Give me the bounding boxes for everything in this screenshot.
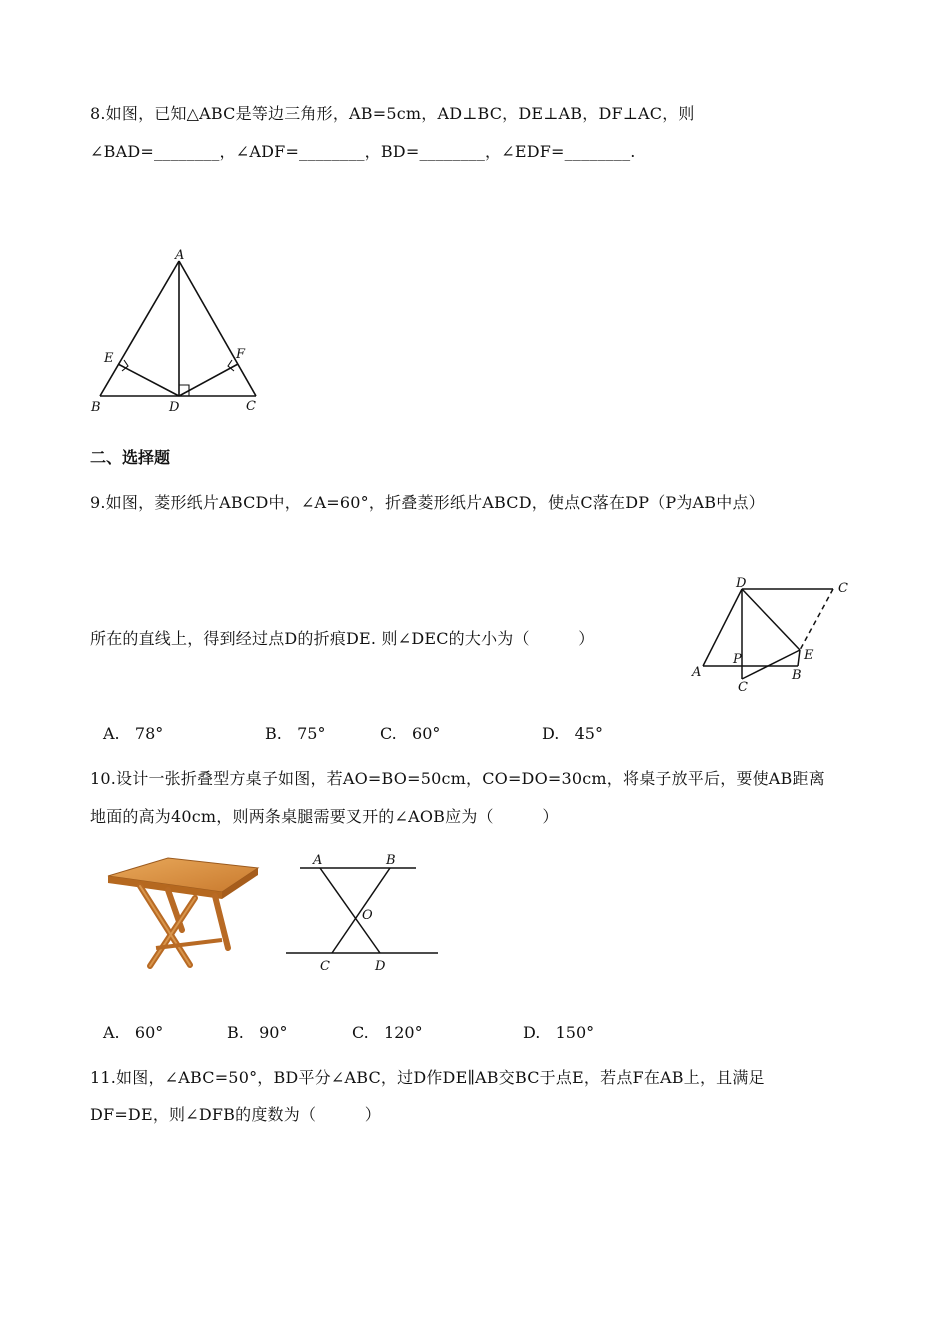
q8-line-1: 8.如图，已知△ABC是等边三角形，AB=5cm，AD⊥BC，DE⊥AB，DF⊥AC，则 (90, 104, 695, 123)
label-C: C (320, 959, 330, 974)
q10-line-2: 地面的高为40cm，则两条桌腿需要叉开的∠AOB应为（ ） (90, 807, 559, 826)
q10-legs-diagram (280, 850, 445, 975)
label-D: D (169, 400, 180, 415)
q9-option-c[interactable]: C. 60° (380, 724, 441, 743)
q9-option-b[interactable]: B. 75° (265, 724, 326, 743)
label-B: B (386, 853, 396, 868)
q10-option-c[interactable]: C. 120° (352, 1023, 423, 1042)
label-A: A (175, 248, 185, 263)
label-P: P (733, 652, 742, 667)
q9-line-2: 所在的直线上，得到经过点D的折痕DE. 则∠DEC的大小为（ ） (90, 629, 595, 648)
q9-rhombus-figure (685, 575, 860, 695)
section-title: 二、选择题 (90, 448, 171, 467)
label-A: A (313, 853, 323, 868)
label-B: B (792, 668, 802, 683)
label-F: F (236, 347, 246, 362)
q10-line-1: 10.设计一张折叠型方桌子如图，若AO=BO=50cm，CO=DO=30cm，将桌子放平后，要使AB距离 (90, 769, 825, 788)
folding-table-image (100, 850, 265, 980)
label-C: C (246, 399, 256, 414)
q11-line-1: 11.如图，∠ABC=50°，BD平分∠ABC，过D作DE∥AB交BC于点E，若点F在AB上，且满足 (90, 1068, 765, 1087)
q10-option-b[interactable]: B. 90° (227, 1023, 288, 1042)
q8-triangle-figure (85, 245, 270, 420)
label-E: E (104, 351, 114, 366)
label-B: B (91, 400, 101, 415)
q11-line-2: DF=DE，则∠DFB的度数为（ ） (90, 1105, 381, 1124)
label-C-top: C (838, 581, 848, 596)
q9-line-1: 9.如图，菱形纸片ABCD中，∠A=60°，折叠菱形纸片ABCD，使点C落在DP（P为AB中点） (90, 493, 765, 512)
label-C-bottom: C (738, 680, 748, 695)
q10-option-a[interactable]: A. 60° (103, 1023, 164, 1042)
label-D: D (375, 959, 386, 974)
label-A: A (692, 665, 702, 680)
label-O: O (362, 908, 373, 923)
q8-line-2: ∠BAD=________，∠ADF=________，BD=________，∠EDF=________. (90, 142, 636, 161)
label-D: D (736, 576, 747, 591)
q10-option-d[interactable]: D. 150° (523, 1023, 595, 1042)
label-E: E (804, 648, 814, 663)
q9-option-d[interactable]: D. 45° (542, 724, 603, 743)
q9-option-a[interactable]: A. 78° (103, 724, 164, 743)
